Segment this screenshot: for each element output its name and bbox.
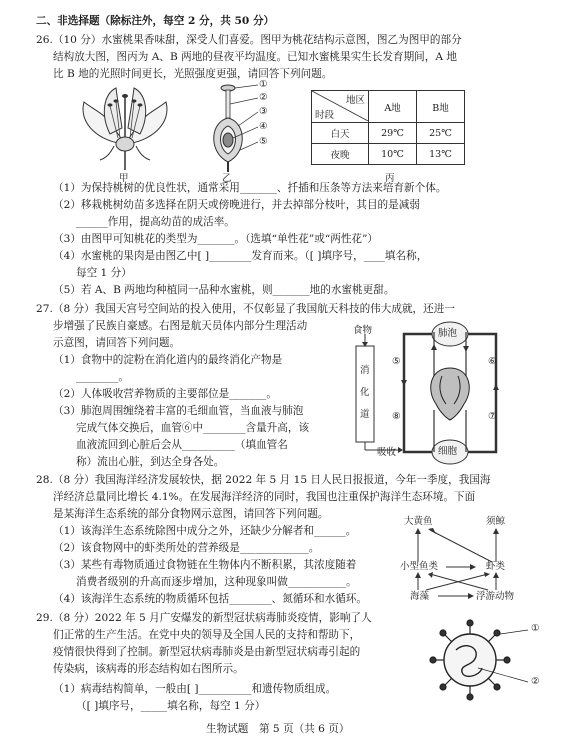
peach-flower-figure	[70, 84, 180, 172]
pistil-label-5: ⑤	[259, 136, 268, 147]
virus-label-2: ②	[531, 676, 540, 687]
table-col-a: A地	[369, 91, 417, 123]
q29-line-4: 传染病，该病毒的形态结构如右图所示。	[53, 663, 244, 675]
foodweb-xia: 虾类	[486, 561, 506, 572]
q27-line-1: 27.（8 分）我国天宫号空间站的投入使用，不仅彰显了我国航天科技的伟大成就，还进一	[36, 303, 455, 315]
table-col-b: B地	[417, 91, 465, 123]
diagram-alveoli: 肺泡	[438, 328, 458, 339]
diagram-digestive-3: 道	[360, 409, 370, 420]
diagram-n6: ⑥	[488, 356, 497, 367]
pistil-label-3: ③	[259, 106, 268, 117]
page-footer: 生物试题 第 5 页（共 6 页）	[206, 723, 350, 735]
foodweb-xiaoxing: 小型鱼类	[400, 561, 439, 572]
diagram-absorb: 吸收	[377, 447, 397, 458]
virus-label-1: ①	[531, 623, 540, 634]
diagram-n7: ⑦	[488, 411, 497, 422]
q27-item-3c: 血液流回到心脏后会从__________（填血管名	[76, 439, 288, 451]
table-cell: 10℃	[369, 144, 417, 165]
pistil-label-1: ①	[259, 79, 268, 90]
diagram-digestive-1: 消	[360, 365, 370, 376]
q26-item-1: （1）为保持桃树的优良性状，通常采用_______、扦插和压条等方法来培育新个体。	[53, 182, 447, 194]
table-cell: 13℃	[417, 144, 465, 165]
table-cell: 25℃	[417, 123, 465, 144]
diagram-food: 食物	[353, 325, 373, 336]
table-diag-top: 地区	[345, 95, 365, 106]
foodweb-fuyou: 浮游动物	[476, 591, 515, 602]
table-cell: 29℃	[369, 123, 417, 144]
table-row-label: 白天	[312, 123, 369, 144]
section-header: 二、非选择题（除标注外，每空 2 分，共 50 分）	[36, 15, 275, 27]
q26-item-4b: 每空 1 分）	[76, 267, 132, 279]
q28-item-3: （3）某些有毒物质通过食物链在生物体内不断积累，其浓度随着	[53, 559, 357, 571]
fig-label-yi: 乙	[222, 173, 232, 184]
fig-label-bing: 丙	[385, 173, 395, 184]
pistil-label-4: ④	[259, 121, 268, 132]
foodweb-huangyu: 大黄鱼	[404, 516, 433, 527]
q27-line-2: 步增强了民族自豪感。右图是航天员体内部分生理活动	[53, 320, 308, 332]
q26-line-2: 结构放大图，图丙为 A、B 两地的昼夜平均温度。已知水蜜桃果实生长发育期间，A 地	[53, 51, 457, 63]
diagram-n8: ⑧	[392, 411, 401, 422]
q27-item-3: （3）肺泡周围缠绕着丰富的毛细血管，当血液与肺泡	[53, 405, 304, 417]
q26-line-1: 26.（10 分）水蜜桃果香味甜，深受人们喜爱。图甲为桃花结构示意图，图乙为图甲的部分	[36, 34, 462, 46]
q26-item-2: （2）移栽桃树幼苗多选择在阴天或傍晚进行，并去掉部分枝叶，其目的是减弱	[53, 199, 420, 211]
q28-item-3b: 消费者级别的升高而逐步增加，这种现象叫做___________。	[76, 576, 357, 588]
diagram-digestive-2: 化	[360, 387, 370, 398]
q28-item-4: （4）该海洋生态系统的物质循环包括________、氮循环和水循环。	[53, 593, 367, 605]
q29-line-1: 29.（8 分）2022 年 5 月广安爆发的新型冠状病毒肺炎疫情，影响了人	[36, 612, 372, 624]
q26-item-4: （4）水蜜桃的果肉是由图乙中[ ]________发育而来。（[ ]填序号，____填名称，	[53, 250, 428, 262]
pistil-label-2: ②	[259, 92, 268, 103]
q27-item-2: （2）人体吸收营养物质的主要部位是_______。	[53, 388, 277, 400]
q29-line-2: 们正常的生产生活。在党中央的领导及全国人民的支持和帮助下，	[53, 629, 361, 641]
q28-line-2: 洋经济总量同比增长 4.1%。在发展海洋经济的同时，我国也注重保护海洋生态环境。下面	[53, 491, 476, 503]
temperature-table	[311, 90, 465, 165]
q26-item-3: （3）由图甲可知桃花的类型为_______。（选填“单性花”或“两性花”）	[53, 233, 379, 245]
diagram-n5: ⑤	[392, 356, 401, 367]
table-diag-bottom: 时段	[315, 110, 335, 121]
q26-line-3: 比 B 地的光照时间更长，光照强度更强，请回答下列问题。	[53, 68, 333, 80]
q27-item-3b: 完成气体交换后，血管⑥中________含量升高，该	[76, 422, 310, 434]
q26-item-5: （5）若 A、B 两地均种植同一品种水蜜桃，则_______地的水蜜桃更甜。	[53, 284, 395, 296]
q28-item-1: （1）该海洋生态系统除图中成分之外，还缺少分解者和______。	[53, 525, 357, 537]
q27-line-3: 示意图，请回答下列问题。	[53, 337, 181, 349]
q29-item-1b: （[ ]填序号，_____填名称，每空 1 分）	[76, 700, 266, 712]
q28-line-3: 是某海洋生态系统的部分食物网示意图，请回答下列问题。	[53, 508, 329, 520]
diagram-cells: 细胞	[438, 446, 458, 457]
q27-item-1: （1）食物中的淀粉在消化道内的最终消化产物是	[53, 354, 283, 366]
q27-item-3d: 称）流出心脏，到达全身各处。	[76, 456, 225, 468]
q29-item-1: （1）病毒结构简单，一般由[ ]__________和遗传物质组成。	[53, 683, 337, 695]
fig-label-jia: 甲	[119, 173, 129, 184]
pistil-figure	[200, 82, 290, 174]
q26-item-2b: ______作用，提高幼苗的成活率。	[76, 216, 235, 228]
q28-item-2: （2）该食物网中的虾类所处的营养级是_____________。	[53, 542, 320, 554]
q29-line-3: 疫情很快得到了控制。新型冠状病毒肺炎是由新型冠状病毒引起的	[53, 646, 361, 658]
table-row-label: 夜晚	[312, 144, 369, 165]
foodweb-xujing: 须鲸	[486, 516, 506, 527]
q28-line-1: 28.（8 分）我国海洋经济发展较快，据 2022 年 5 月 15 日人民日报报道，今年一季度，我国海	[36, 474, 491, 486]
q27-item-1b: ________。	[76, 371, 129, 383]
foodweb-haizao: 海藻	[410, 591, 430, 602]
